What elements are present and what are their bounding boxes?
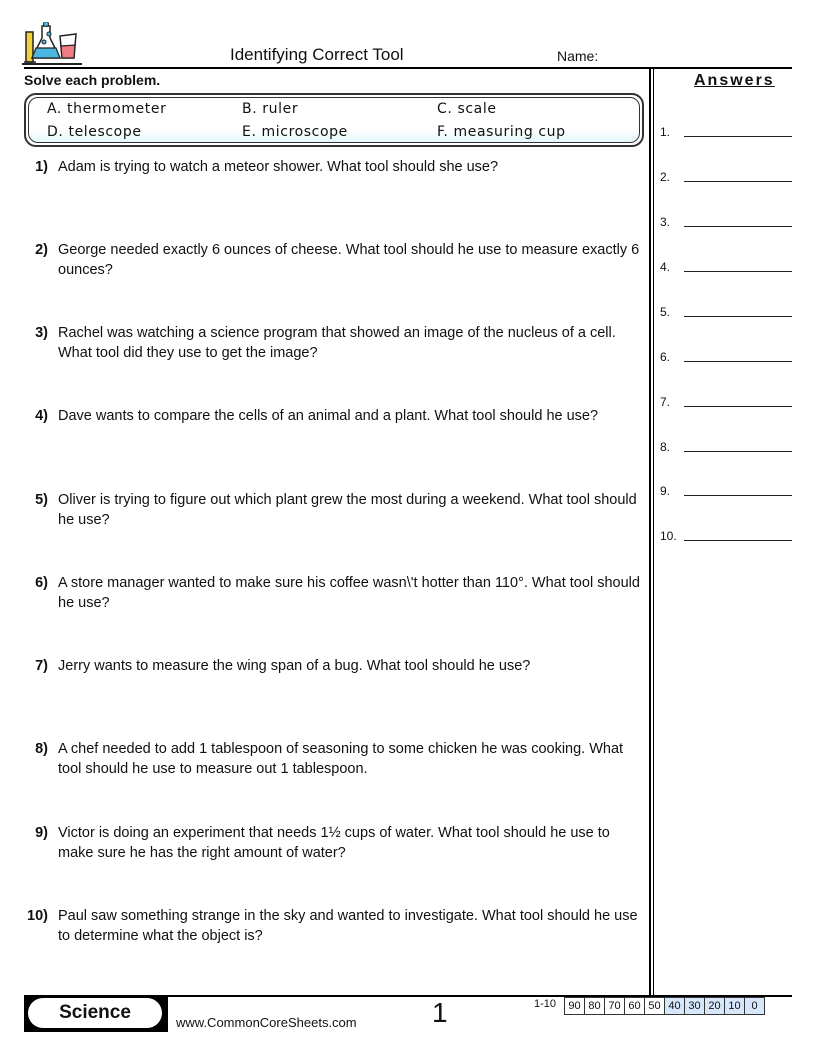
worksheet-title: Identifying Correct Tool [230,45,404,64]
score-cell: 40 [665,998,685,1014]
name-label: Name: [557,48,599,64]
word-bank [24,93,644,147]
answer-number: 9. [660,484,671,498]
question-text: Victor is doing an experiment that needs 1½ cups of water. What tool should he use to make sure he has the right amount of water? [58,825,610,861]
question-number: 1) [35,159,48,175]
question-number: 8) [35,741,48,757]
word-bank-item: A. thermometer [47,101,167,117]
answers-column-divider [649,68,654,996]
answer-line[interactable] [684,495,792,496]
question-number: 9) [35,825,48,841]
question-text: Oliver is trying to figure out which plant grew the most during a weekend. What tool should he use? [58,492,637,528]
subject-badge [24,996,168,1032]
answer-line[interactable] [684,406,792,407]
question-number: 7) [35,658,48,674]
word-bank-item: F. measuring cup [437,124,566,140]
question-number: 2) [35,242,48,258]
question-number: 4) [35,408,48,424]
score-cell: 10 [725,998,745,1014]
score-cell: 20 [705,998,725,1014]
question-number: 5) [35,492,48,508]
answer-blank[interactable] [660,258,792,274]
answer-blank[interactable] [660,482,792,498]
answer-blank[interactable] [660,168,792,184]
answer-number: 1. [660,125,671,139]
science-lab-glassware-icon [22,22,82,66]
answer-line[interactable] [684,361,792,362]
answer-line[interactable] [684,540,792,541]
question-text: Adam is trying to watch a meteor shower. What tool should she use? [58,159,499,175]
question-number: 3) [35,325,48,341]
score-cell: 60 [625,998,645,1014]
answer-number: 6. [660,350,671,364]
answer-line[interactable] [684,271,792,272]
instructions: Solve each problem. [24,72,161,88]
score-range-label: 1-10 [534,998,557,1010]
word-bank-item: E. microscope [242,124,348,140]
answer-number: 3. [660,215,671,229]
answers-heading: Answers [694,72,775,89]
answer-number: 2. [660,170,671,184]
answer-number: 4. [660,260,671,274]
answer-blank[interactable] [660,393,792,409]
score-table [564,997,765,1015]
word-bank-item: B. ruler [242,101,299,117]
question-text: Dave wants to compare the cells of an animal and a plant. What tool should he use? [58,408,599,424]
question-text: George needed exactly 6 ounces of cheese. What tool should he use to measure exactly 6 ounces? [58,242,640,278]
answer-line[interactable] [684,181,792,182]
answer-line[interactable] [684,136,792,137]
answer-blank[interactable] [660,123,792,139]
answer-line[interactable] [684,226,792,227]
page-number: 1 [432,997,448,1028]
question-number: 10) [27,908,48,924]
answer-line[interactable] [684,316,792,317]
answer-blank[interactable] [660,348,792,364]
answer-number: 8. [660,440,671,454]
question-text: Rachel was watching a science program that showed an image of the nucleus of a cell. What tool did they use to get the image? [58,325,616,361]
question-text: Paul saw something strange in the sky and wanted to investigate. What tool should he use to determine what the object is? [58,908,638,944]
score-cell: 30 [685,998,705,1014]
question-text: A chef needed to add 1 tablespoon of seasoning to some chicken he was cooking. What tool should he use to measure out 1 tablespoon. [58,741,624,777]
score-cell: 0 [745,998,765,1014]
header-divider [24,67,792,69]
score-cell: 90 [565,998,585,1014]
answer-line[interactable] [684,451,792,452]
answer-blank[interactable] [660,303,792,319]
site-url: www.CommonCoreSheets.com [176,1015,357,1030]
subject-label: Science [28,998,162,1028]
answer-number: 10. [660,529,677,543]
score-cell: 80 [585,998,605,1014]
score-cell: 50 [645,998,665,1014]
answer-blank[interactable] [660,213,792,229]
word-bank-item: C. scale [437,101,497,117]
answer-blank[interactable] [660,527,792,543]
score-cell: 70 [605,998,625,1014]
question-text: Jerry wants to measure the wing span of a bug. What tool should he use? [58,658,531,674]
answer-number: 5. [660,305,671,319]
word-bank-item: D. telescope [47,124,142,140]
answer-blank[interactable] [660,438,792,454]
question-number: 6) [35,575,48,591]
question-text: A store manager wanted to make sure his coffee wasn\'t hotter than 110°. What tool should he use? [58,575,640,611]
answer-number: 7. [660,395,671,409]
